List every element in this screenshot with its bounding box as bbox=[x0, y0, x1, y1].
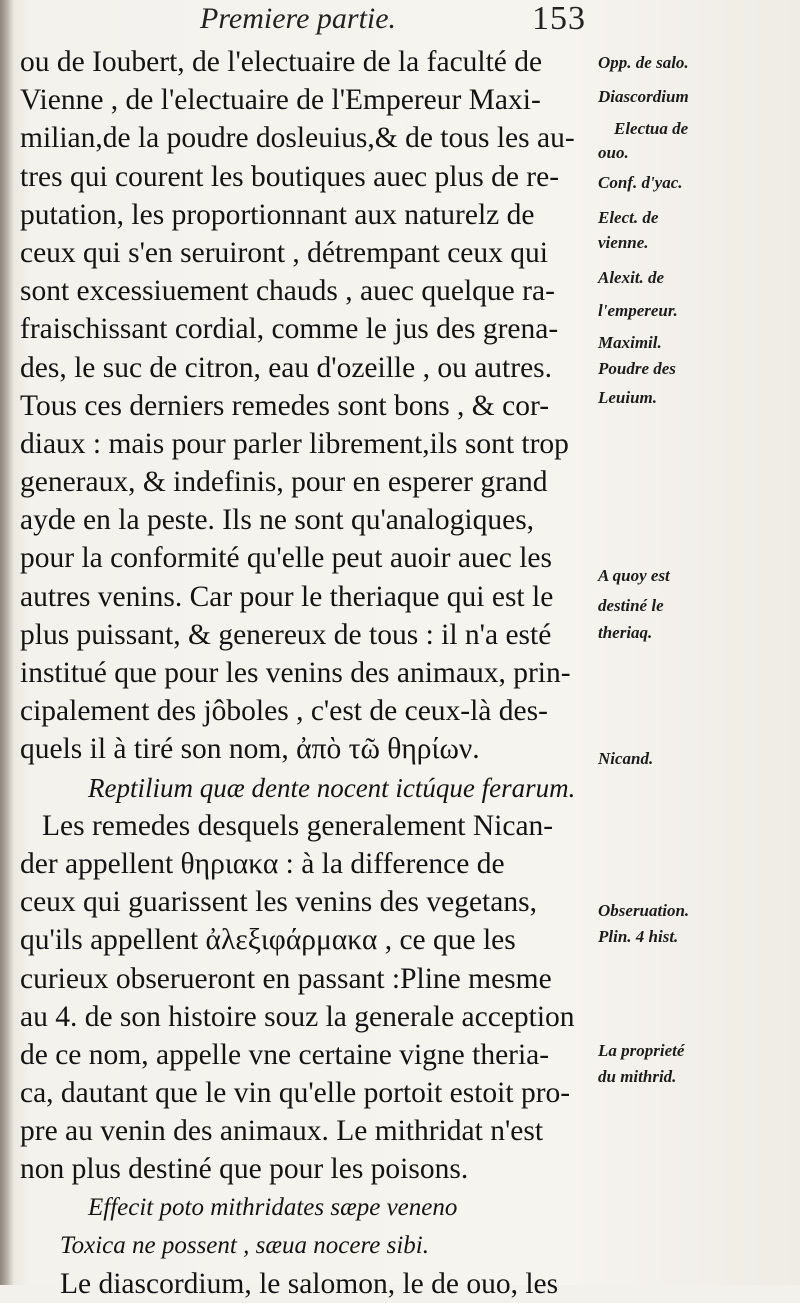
margin-note: Poudre des bbox=[598, 359, 676, 378]
margin-note: destiné le bbox=[598, 596, 664, 615]
margin-note: Electua de bbox=[614, 119, 689, 138]
text-line: Les remedes desquels generalement Nican- bbox=[42, 809, 554, 842]
text-line: pre au venin des animaux. Le mithridat n'est bbox=[20, 1115, 544, 1148]
gutter-shadow bbox=[0, 0, 14, 1285]
text-line: putation, les proportionnant aux naturelz de bbox=[20, 198, 535, 231]
margin-note: l'empereur. bbox=[598, 301, 678, 320]
text-line: ayde en la peste. Ils ne sont qu'analogiques, bbox=[20, 504, 535, 537]
main-text-column bbox=[20, 43, 605, 1303]
margin-note: ouo. bbox=[598, 143, 629, 162]
text-line: ca, dautant que le vin qu'elle portoit estoit pro- bbox=[20, 1077, 571, 1110]
text-line: milian,de la poudre dosleuius,& de tous les au- bbox=[20, 122, 575, 155]
text-line: des, le suc de citron, eau d'ozeille , ou autres. bbox=[20, 351, 553, 384]
text-line: der appellent θηριακα : à la difference de bbox=[20, 847, 505, 880]
text-line: Vienne , de l'electuaire de l'Empereur Maxi- bbox=[20, 84, 541, 117]
text-line: qu'ils appellent ἀλεξιφάρμακα , ce que les bbox=[20, 924, 516, 957]
margin-note: Diascordium bbox=[598, 87, 689, 106]
text-line: institué que pour les venins des animaux, prin- bbox=[20, 657, 571, 689]
text-line: plus puissant, & genereux de tous : il n'a esté bbox=[20, 618, 552, 651]
text-line: Tous ces derniers remedes sont bons , & cor- bbox=[20, 389, 550, 422]
verse-line: Effecit poto mithridates sæpe veneno bbox=[88, 1193, 458, 1221]
text-line: non plus destiné que pour les poisons. bbox=[20, 1153, 469, 1186]
margin-note: Plin. 4 hist. bbox=[598, 927, 679, 946]
text-line: curieux obserueront en passant :Pline mesme bbox=[20, 962, 552, 995]
margin-note: A quoy est bbox=[598, 566, 670, 585]
latin-quote-line: Reptilium quæ dente nocent ictúque ferarum. bbox=[88, 772, 576, 803]
verse-line: Toxica ne possent , sæua nocere sibi. bbox=[60, 1231, 429, 1259]
text-line: ceux qui guarissent les venins des vegetans, bbox=[20, 886, 537, 919]
margin-note: theriaq. bbox=[598, 623, 653, 642]
margin-note: du mithrid. bbox=[598, 1067, 677, 1086]
text-line: ou de Ioubert, de l'electuaire de la faculté de bbox=[20, 46, 543, 78]
margin-note: Conf. d'yac. bbox=[598, 173, 683, 192]
running-head-title: Premiere partie. bbox=[200, 2, 397, 35]
margin-note: Obseruation. bbox=[598, 901, 690, 920]
text-line: sont excessiuement chauds , auec quelque ra- bbox=[20, 275, 555, 308]
margin-note: vienne. bbox=[598, 233, 649, 252]
text-line: autres venins. Car pour le theriaque qui est le bbox=[20, 580, 554, 613]
text-line: quels il à tiré son nom, ἀπὸ τῶ θηρίων. bbox=[20, 733, 480, 766]
text-line: pour la conformité qu'elle peut auoir auec les bbox=[20, 542, 553, 575]
text-line: generaux, & indefinis, pour en esperer grand bbox=[20, 466, 548, 499]
text-line: de ce nom, appelle vne certaine vigne theria- bbox=[20, 1038, 550, 1071]
margin-note: Nicand. bbox=[598, 749, 654, 768]
text-line: au 4. de son histoire souz la generale acception bbox=[20, 1000, 575, 1033]
margin-note: Leuium. bbox=[598, 388, 658, 407]
text-line: diaux : mais pour parler librement,ils sont trop bbox=[20, 427, 569, 460]
page-number: 153 bbox=[532, 0, 586, 37]
margin-note: Opp. de salo. bbox=[598, 53, 689, 72]
text-line: tres qui courent les boutiques auec plus de re- bbox=[20, 160, 560, 193]
text-line: cipalement des jôboles , c'est de ceux-là des- bbox=[20, 695, 548, 728]
text-line: Le diascordium, le salomon, le de ouo, les bbox=[60, 1268, 559, 1300]
margin-note: La proprieté bbox=[598, 1041, 685, 1060]
margin-note: Elect. de bbox=[598, 208, 659, 227]
margin-note: Maximil. bbox=[598, 333, 662, 352]
text-line: ceux qui s'en seruiront , détrempant ceux qui bbox=[20, 236, 548, 269]
text-line: fraischissant cordial, comme le jus des grena- bbox=[20, 313, 559, 346]
margin-note: Alexit. de bbox=[598, 268, 665, 287]
